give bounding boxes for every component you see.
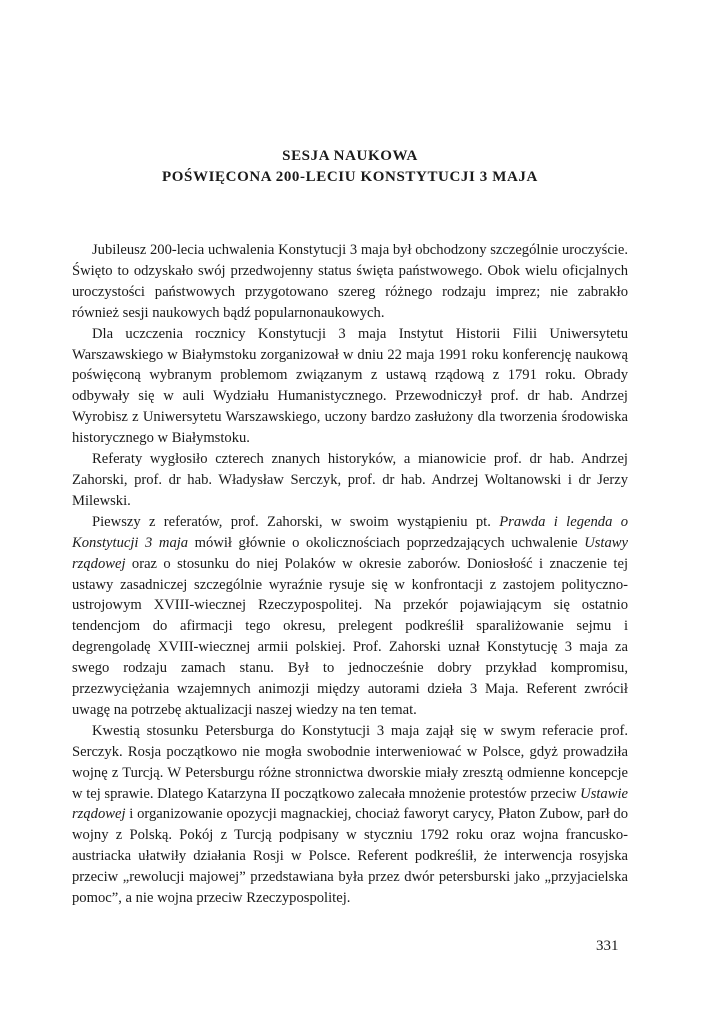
paragraph-5-text-b: i organizowanie opozycji magnackiej, chociaż faworyt carycy, Płaton Zubow, parł do wojny z Polską. Pokój z Turcją podpisany w styczniu 1792 roku oraz wojna francusko-austriacka ułatwiły działania Rosji w Polsce. Referent podkreślił, że interwencja rosyjska przeciw „rewolucji majowej” przedstawiana była przez dwór petersburski jako „przyjacielska pomoc”, a nie wojna przeciw Rzeczypospolitej. bbox=[72, 806, 628, 907]
paragraph-5-text-a: Kwestią stosunku Petersburga do Konstytucji 3 maja zajął się w swym referacie prof. Serczyk. Rosja początkowo nie mogła swobodnie interweniować w Polsce, gdyż prowadziła wojnę z Turcją. W Petersburgu różne stronnictwa dworskie miały zresztą odmienne koncepcje w tej sprawie. Dlatego Katarzyna II początkowo zalecała mnożenie protestów przeciw bbox=[72, 722, 628, 802]
article-body bbox=[72, 240, 628, 909]
paragraph-3: Referaty wygłosiło czterech znanych historyków, a mianowicie prof. dr hab. Andrzej Zahorski, prof. dr hab. Władysław Serczyk, prof. dr hab. Andrzej Woltanowski i dr Jerzy Milewski. bbox=[72, 451, 628, 509]
paragraph-4-text-a: Piewszy z referatów, prof. Zahorski, w swoim wystąpieniu pt. bbox=[92, 513, 500, 530]
page-title bbox=[72, 146, 628, 188]
document-page bbox=[72, 146, 628, 909]
ustawie-rzadowej: Ustawie rządowej bbox=[72, 785, 628, 823]
paragraph-2: Dla uczczenia rocznicy Konstytucji 3 maja Instytut Historii Filii Uniwersytetu Warszawskiego w Białymstoku zorganizował w dniu 22 maja 1991 roku konferencję naukową poświęconą wybranym problemom związanym z ustawą rządową z 1791 roku. Obrady odbywały się w auli Wydziału Humanistycznego. Przewodniczył prof. dr hab. Andrzej Wyrobisz z Uniwersytetu Warszawskiego, uczony bardzo zasłużony dla tworzenia środowiska historycznego w Białymstoku. bbox=[72, 325, 628, 447]
title-line-2: POŚWIĘCONA 200-LECIU KONSTYTUCJI 3 MAJA bbox=[162, 169, 538, 185]
ustawy-rzadowej: Ustawy rządowej bbox=[72, 534, 628, 572]
title-line-1: SESJA NAUKOWA bbox=[282, 148, 418, 164]
page-number: 331 bbox=[596, 938, 619, 954]
paragraph-4 bbox=[72, 512, 628, 721]
lecture-title: Prawda i legenda o Konstytucji 3 maja bbox=[72, 513, 628, 551]
paragraph-5 bbox=[72, 721, 628, 909]
paragraph-1: Jubileusz 200-lecia uchwalenia Konstytucji 3 maja był obchodzony szczególnie uroczyście. Święto to odzyskało swój przedwojenny status święta państwowego. Obok wielu oficjalnych uroczystości państwowych przygotowano szereg różnego rodzaju imprez; nie zabrakło również sesji naukowych bądź popularnonaukowych. bbox=[72, 242, 628, 321]
paragraph-4-text-c: oraz o stosunku do niej Polaków w okresie zaborów. Doniosłość i znaczenie tej ustawy zasadniczej szczególnie wyraźnie rysuje się w konfrontacji z zastojem polityczno-ustrojowym XVIII-wiecznej Rzeczypospolitej. Na przekór pojawiającym się ostatnio tendencjom do afirmacji tego okresu, prelegent podkreślił sparaliżowanie sejmu i degrengoladę XVIII-wiecznej armii polskiej. Prof. Zahorski uznał Konstytucję 3 maja za swego rodzaju zamach stanu. Był to jednocześnie dobry przykład kompromisu, przezwyciężania wzajemnych animozji między autorami dzieła 3 Maja. Referent zwrócił uwagę na potrzebę aktualizacji naszej wiedzy na ten temat. bbox=[72, 555, 628, 718]
paragraph-4-text-b: mówił głównie o okolicznościach poprzedzających uchwalenie bbox=[188, 534, 585, 551]
